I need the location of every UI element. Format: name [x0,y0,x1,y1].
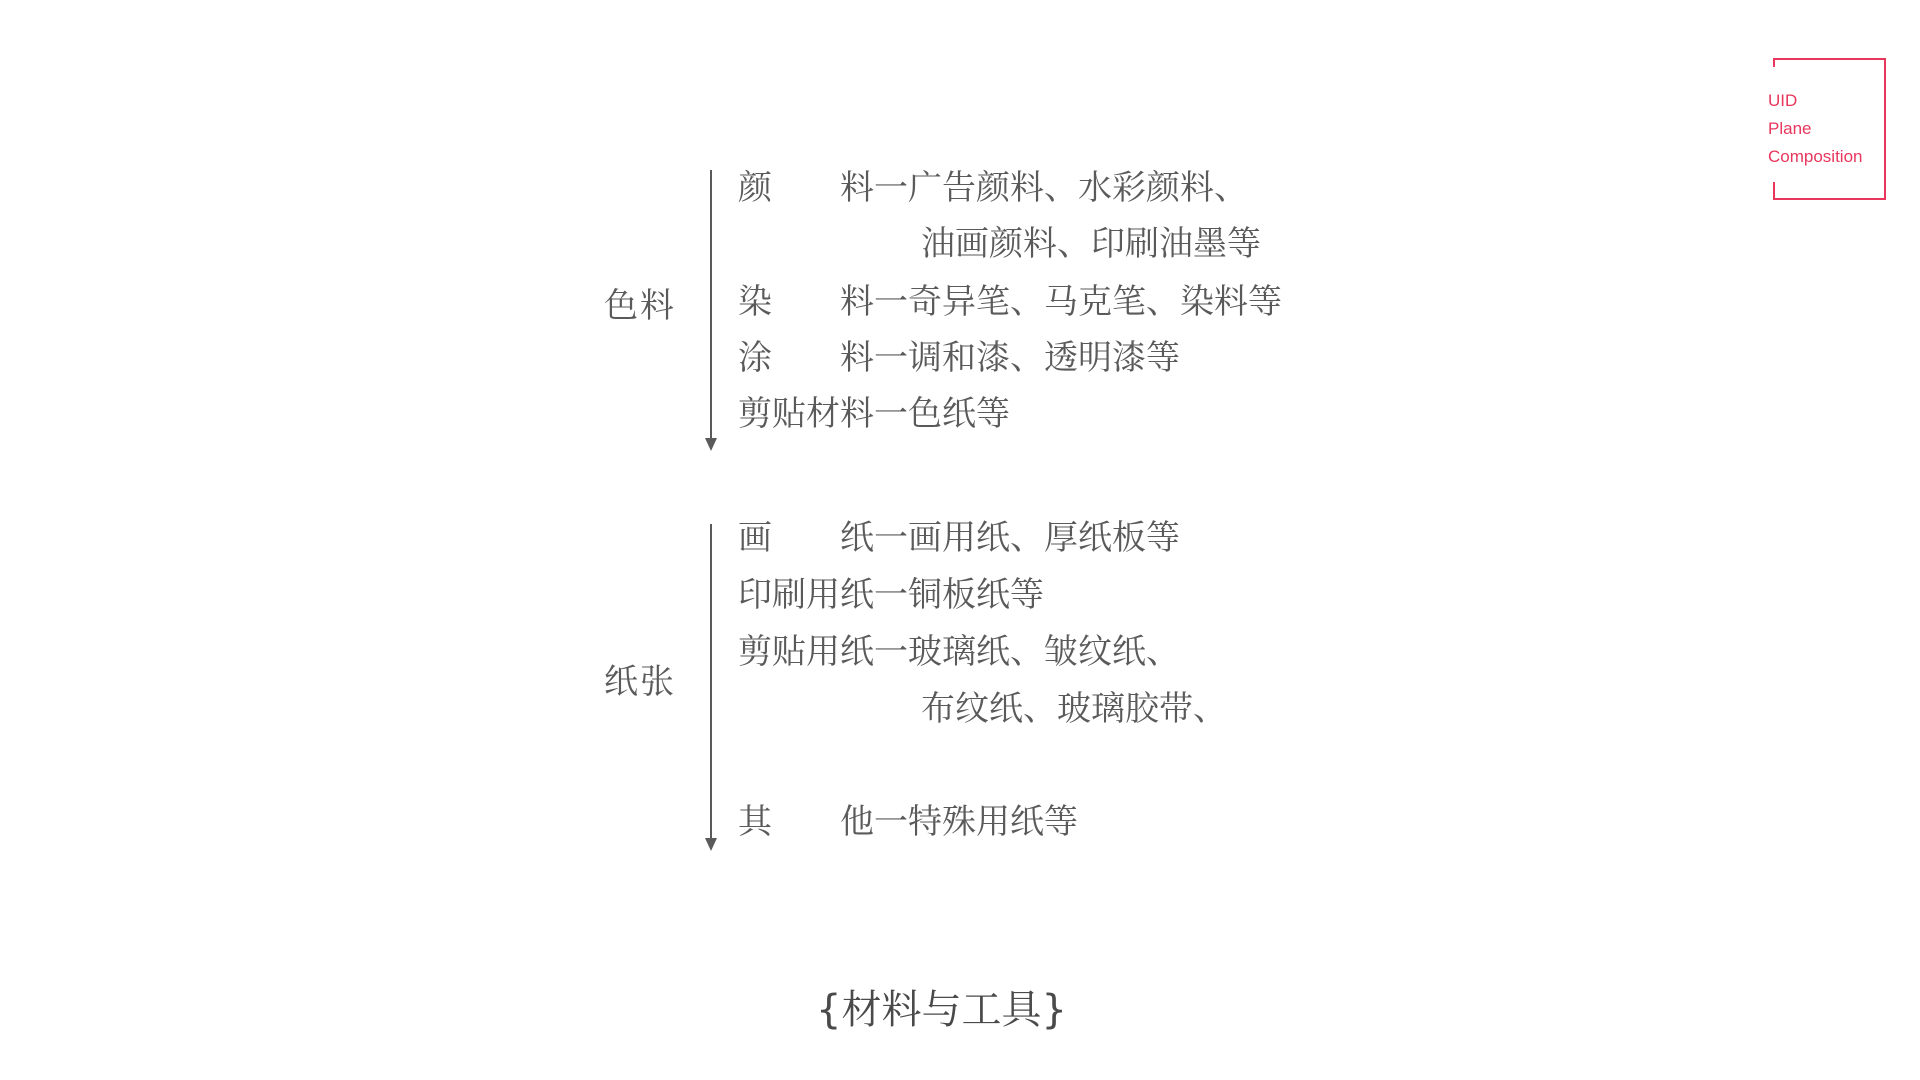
item-key: 剪贴材料 [738,394,874,434]
item-value: 铜板纸等 [908,575,1044,615]
item-value: 调和漆、透明漆等 [908,338,1180,378]
item-dash: 一 [874,518,908,558]
list-item [738,632,1180,672]
list-item [738,282,1282,322]
item-value: 特殊用纸等 [908,802,1078,842]
item-key: 剪贴用纸 [738,632,874,672]
item-dash: 一 [874,802,908,842]
item-dash: 一 [874,338,908,378]
category-label-pigments: 色料 [604,286,676,326]
brand-line-1: UID [1768,91,1798,110]
item-value: 玻璃纸、皱纹纸、 [908,632,1180,672]
item-value: 奇异笔、马克笔、染料等 [908,282,1282,322]
list-item-continuation: 油画颜料、印刷油墨等 [921,224,1261,264]
page-caption: {材料与工具} [816,987,1067,1033]
brand-logo [1768,51,1898,211]
item-key: 颜 料 [738,168,874,208]
item-dash: 一 [874,575,908,615]
list-item [738,168,1248,208]
item-key: 画 纸 [738,518,874,558]
brand-line-3: Composition [1768,147,1863,166]
item-dash: 一 [874,282,908,322]
item-value: 色纸等 [908,394,1010,434]
list-item [738,518,1180,558]
bracket-arrow-pigments [700,168,724,454]
item-dash: 一 [874,394,908,434]
list-item-continuation: 布纹纸、玻璃胶带、 [921,689,1227,729]
item-dash: 一 [874,168,908,208]
list-item [738,575,1044,615]
list-item [738,338,1180,378]
item-key: 印刷用纸 [738,575,874,615]
item-key: 染 料 [738,282,874,322]
list-item [738,394,1010,434]
brand-line-2: Plane [1768,119,1812,138]
list-item [738,802,1078,842]
item-value: 广告颜料、水彩颜料、 [908,168,1248,208]
item-key: 其 他 [738,802,874,842]
item-value: 画用纸、厚纸板等 [908,518,1180,558]
category-label-paper: 纸张 [604,662,676,702]
item-key: 涂 料 [738,338,874,378]
bracket-arrow-paper [700,522,724,852]
item-dash: 一 [874,632,908,672]
